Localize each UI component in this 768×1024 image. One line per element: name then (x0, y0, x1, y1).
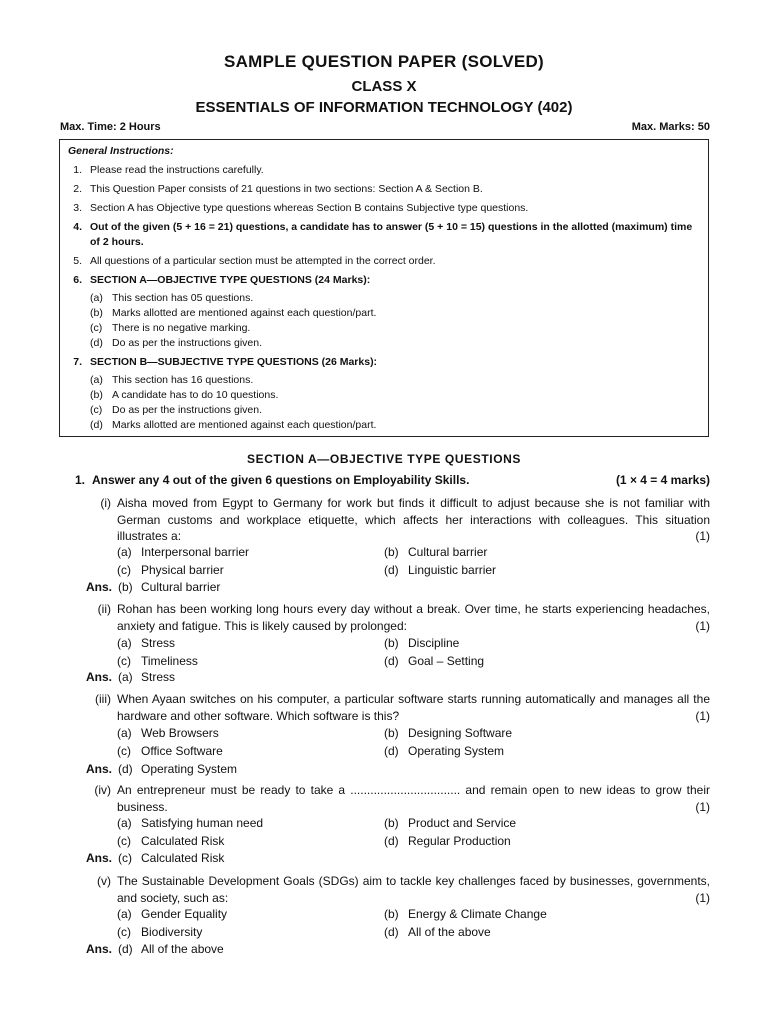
question-marks: (1) (695, 709, 710, 723)
question-text: An entrepreneur must be ready to take a ................................. and remain open to new ideas to grow their business. (117, 783, 710, 814)
general-instructions-box: General Instructions: 1. Please read the instructions carefully. 2. This Question Paper consists of 21 questions in two sections: Section A & Section B. 3. Section A has Objective type questions whereas Section B contains Subjective type questions. 4. Out of the given (5 + 16 = 21) questions, a candidate has to answer (5 + 10 = 15) questions in the allotted (maximum) time of 2 hours. 5. All questions of a particular section must be attempted in the correct order. 6. SECTION A—OBJECTIVE TYPE QUESTIONS (24 Marks): (a) This section has 05 questions. (b) Marks allotted are mentioned against each question/part. (c) There is no negative marking. (d) Do as per the instructions given. 7. SECTION B—SUBJECTIVE TYPE QUESTIONS (26 Marks): (a) This section has 16 questions. (b) A candidate has to do 10 questions. (c) Do as per the instructions given. (d) Marks allotted are mentioned against each question/part. (59, 139, 709, 437)
paper-title: SAMPLE QUESTION PAPER (SOLVED) (223, 52, 545, 71)
subject-title: ESSENTIALS OF INFORMATION TECHNOLOGY (402) (195, 99, 573, 116)
question-1-marks: (1 × 4 = 4 marks) (615, 473, 710, 487)
max-time: Max. Time: 2 Hours (60, 121, 161, 133)
class-title: CLASS X (351, 78, 417, 95)
question-marks: (1) (695, 619, 710, 633)
question-text: Aisha moved from Egypt to Germany for work but finds it difficult to adjust because she is not familiar with German customs and workplace etiquette, which affects her interactions with colleagues. This situation illustrates a: (117, 496, 710, 543)
instructions-heading: General Instructions: (68, 145, 174, 157)
question-text: When Ayaan switches on his computer, a particular software starts running automatically and manages all the hardware and other software. Which software is this? (117, 692, 710, 723)
max-marks: Max. Marks: 50 (631, 121, 710, 133)
question-marks: (1) (695, 800, 710, 814)
question-text: Rohan has been working long hours every day without a break. Over time, he starts experiencing headaches, anxiety and fatigue. This is likely caused by prolonged: (117, 602, 710, 633)
question-text: The Sustainable Development Goals (SDGs) aim to tackle key challenges faced by businesses, governments, and society, such as: (117, 874, 710, 905)
section-a-heading: SECTION A—OBJECTIVE TYPE QUESTIONS (247, 452, 521, 466)
question-marks: (1) (695, 891, 710, 905)
question-marks: (1) (695, 529, 710, 543)
